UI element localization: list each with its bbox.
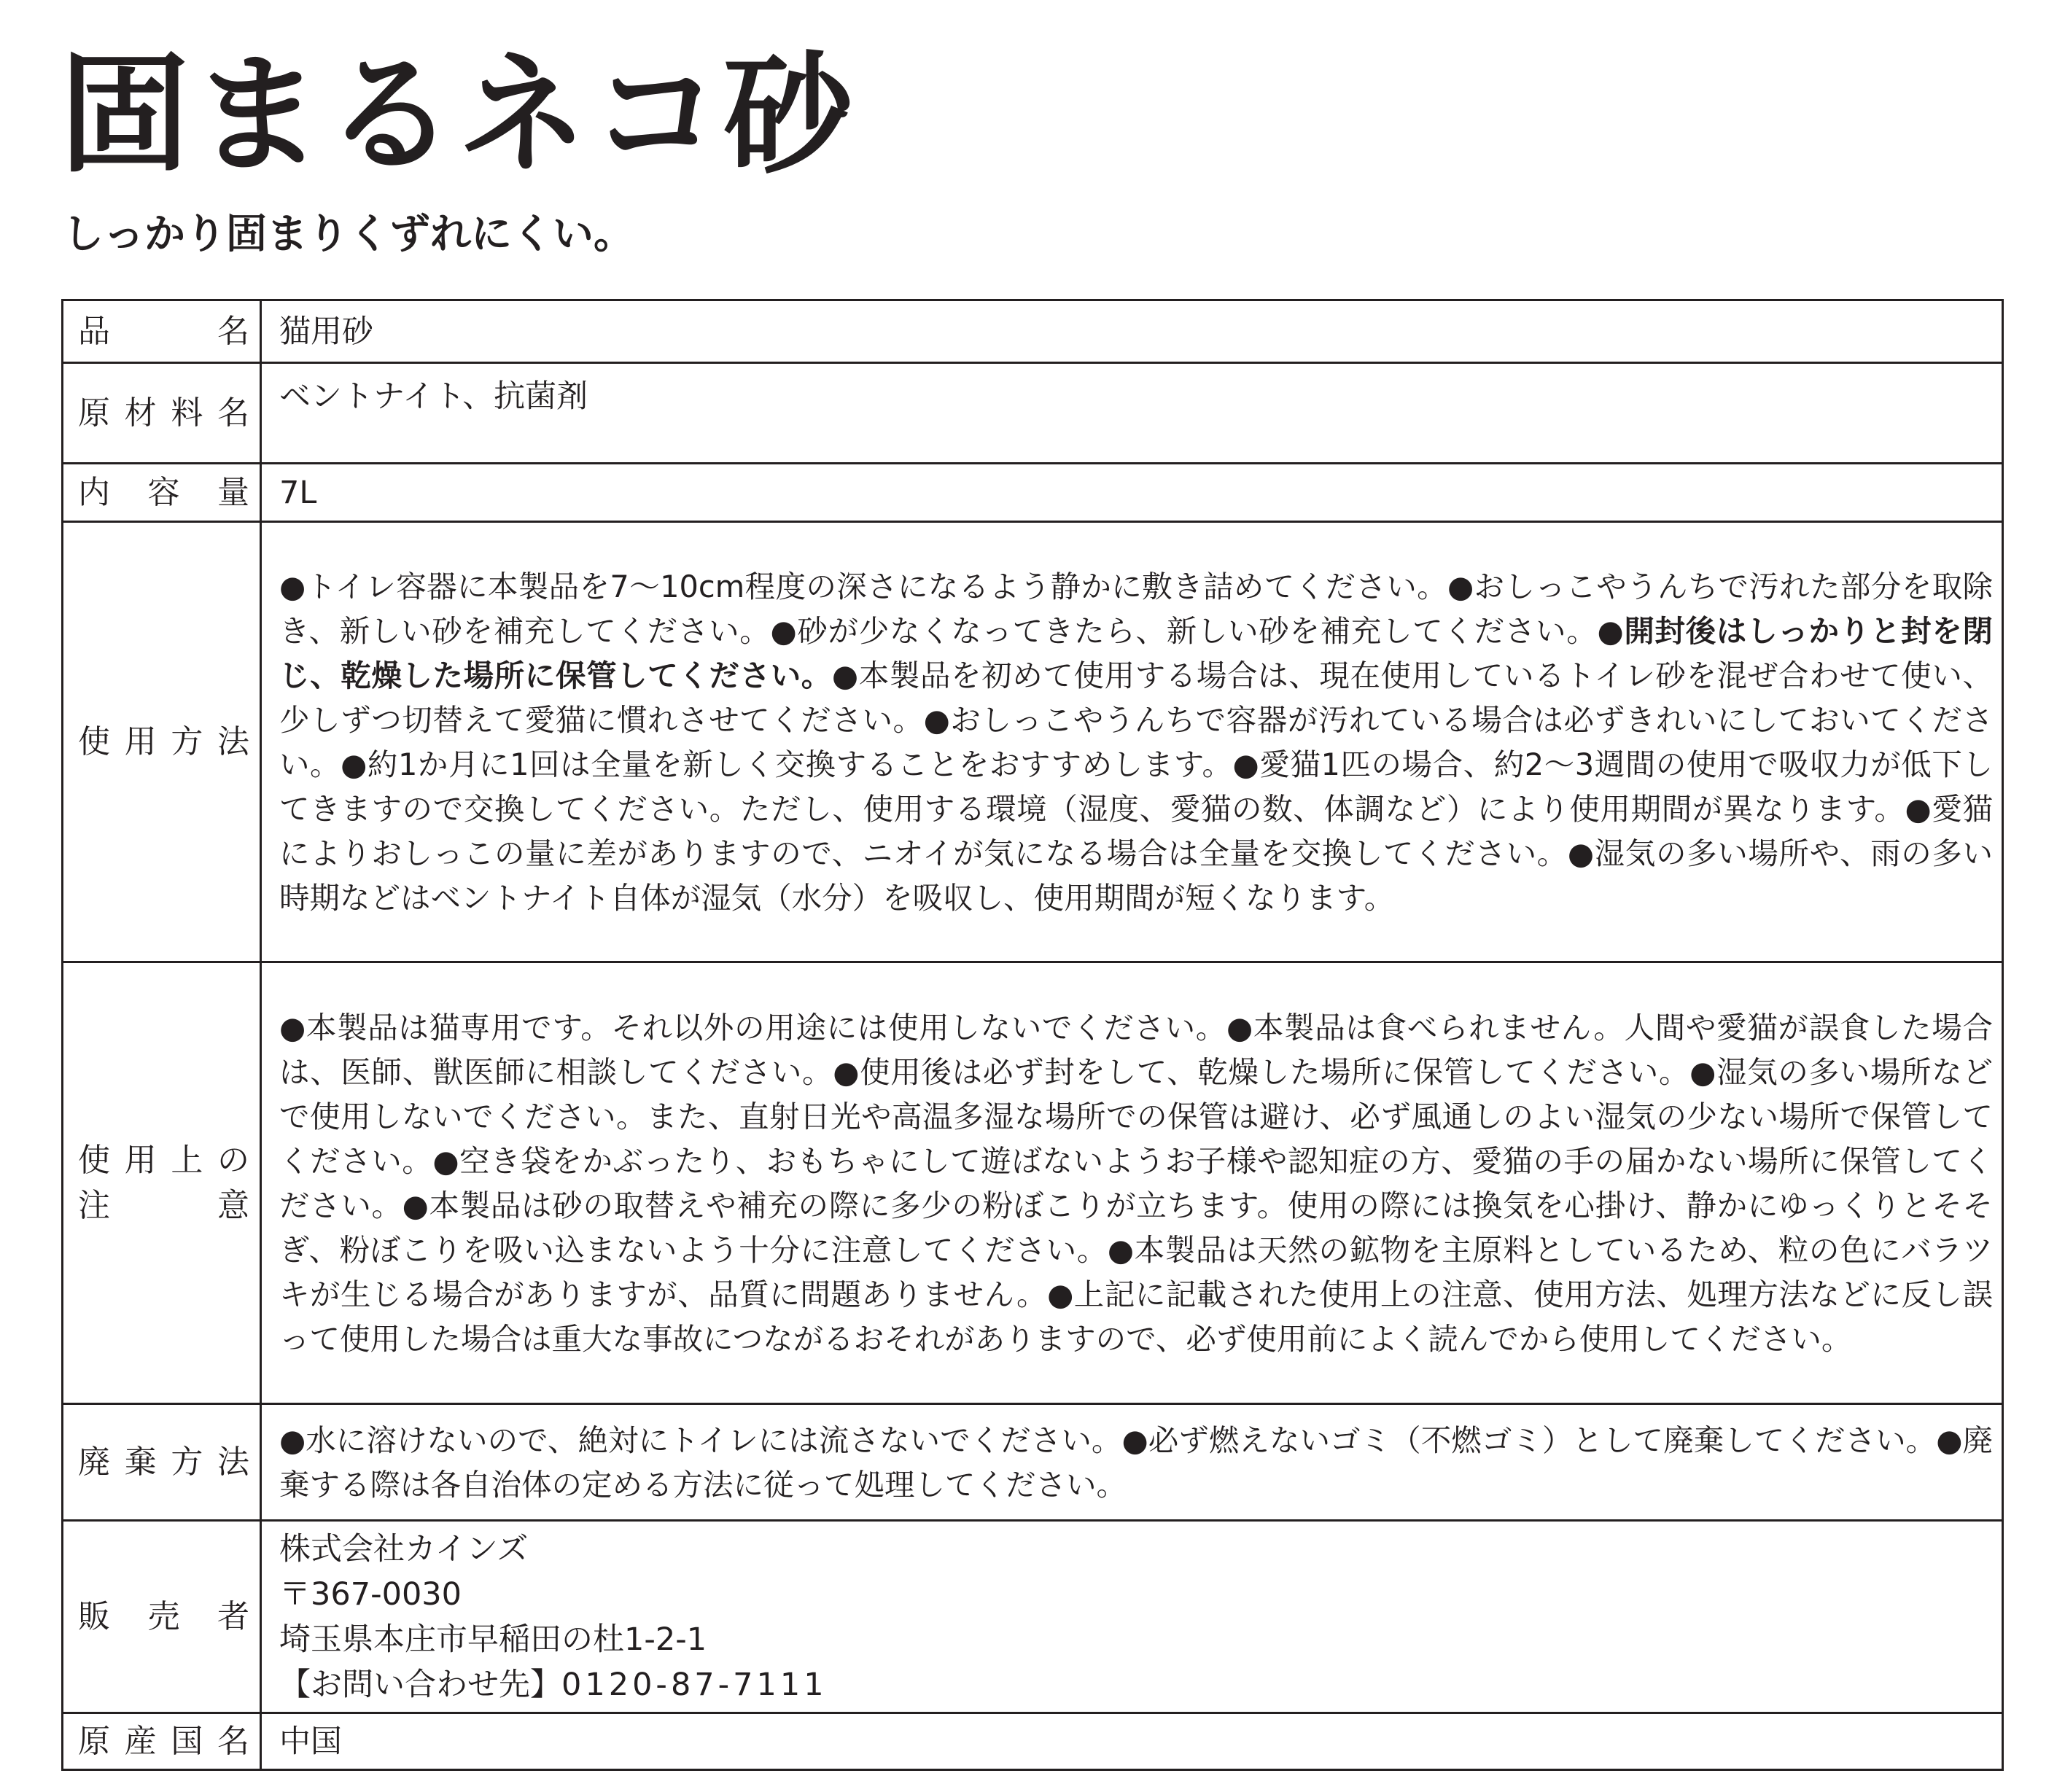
seller-phone: 0120-87-7111 — [561, 1666, 828, 1703]
product-title: 固まるネコ砂 — [60, 39, 856, 190]
product-spec-table — [61, 299, 2004, 1771]
row-volume — [63, 464, 2003, 522]
cautions-text: ●本製品は猫専用です。それ以外の用途には使用しないでください。●本製品は食べられません。人間や愛猫が誤食した場合は、医師、獣医師に相談してください。●使用後は必ず封をして、乾燥した場所に保管してください。●湿気の多い場所などで使用しないでください。また、直射日光や高温多湿な場所での保管は避け、必ず風通しのよい湿気の少ない場所で保管してください。●空き袋をかぶったり、おもちゃにして遊ばないようお子様や認知症の方、愛猫の手の届かない場所に保管してください。●本製品は砂の取替えや補充の際に多少の粉ぼこりが立ちます。使用の際には換気を心掛け、静かにゆっくりとそそぎ、粉ぼこりを吸い込まないよう十分に注意してください。●本製品は天然の鉱物を主原料としているため、粒の色にバラツキが生じる場合がありますが、品質に問題ありません。●上記に記載された使用上の注意、使用方法、処理方法などに反し誤って使用した場合は重大な事故につながるおそれがありますので、必ず使用前によく読んでから使用してください。 — [261, 962, 2003, 1404]
row-cautions — [63, 962, 2003, 1404]
seller-address: 埼玉県本庄市早稲田の杜1-2-1 — [279, 1621, 707, 1658]
row-origin — [63, 1713, 2003, 1770]
label-seller: 販 売 者 — [63, 1521, 261, 1713]
row-usage — [63, 522, 2003, 962]
disposal-text: ●水に溶けないので、絶対にトイレには流さないでください。●必ず燃えないゴミ（不燃ゴミ）として廃棄してください。●廃棄する際は各自治体の定める方法に従って処理してください。 — [261, 1404, 2003, 1521]
usage-text: ●トイレ容器に本製品を7〜10cm程度の深さになるよう静かに敷き詰めてください。●おしっこやうんちで汚れた部分を取除き、新しい砂を補充してください。●砂が少なくなってきたら、新しい砂を補充してください。●開封後はしっかりと封を閉じ、乾燥した場所に保管してください。●本製品を初めて使用する場合は、現在使用しているトイレ砂を混ぜ合わせて使い、少しずつ切替えて愛猫に慣れさせてください。●おしっこやうんちで容器が汚れている場合は必ずきれいにしておいてください。●約1か月に1回は全量を新しく交換することをおすすめします。●愛猫1匹の場合、約2〜3週間の使用で吸収力が低下してきますので交換してください。ただし、使用する環境（湿度、愛猫の数、体調など）により使用期間が異なります。●愛猫によりおしっこの量に差がありますので、ニオイが気になる場合は全量を交換してください。●湿気の多い場所や、雨の多い時期などはベントナイト自体が湿気（水分）を吸収し、使用期間が短くなります。 — [261, 522, 2003, 962]
label-cautions: 使 用 上 の 注 意 — [63, 962, 261, 1404]
label-volume: 内 容 量 — [63, 464, 261, 522]
seller-company: 株式会社カインズ — [279, 1530, 529, 1567]
label-materials: 原 材 料 名 — [63, 363, 261, 464]
label-product-name: 品 名 — [63, 300, 261, 363]
seller-info — [261, 1521, 2003, 1713]
row-seller — [63, 1521, 2003, 1713]
row-product-name — [63, 300, 2003, 363]
value-materials: ベントナイト、抗菌剤 — [261, 363, 2003, 464]
value-origin: 中国 — [261, 1713, 2003, 1770]
value-product-name: 猫用砂 — [261, 300, 2003, 363]
value-volume: 7L — [261, 464, 2003, 522]
usage-bold-note: ●開封後はしっかりと封を閉じ、乾燥した場所に保管してください。 — [279, 612, 1993, 693]
row-disposal — [63, 1404, 2003, 1521]
row-materials — [63, 363, 2003, 464]
label-disposal: 廃 棄 方 法 — [63, 1404, 261, 1521]
product-subtitle: しっかり固まりくずれにくい。 — [63, 211, 634, 258]
label-usage: 使 用 方 法 — [63, 522, 261, 962]
label-origin: 原 産 国 名 — [63, 1713, 261, 1770]
seller-contact: 【お問い合わせ先】0120-87-7111 — [279, 1666, 828, 1703]
seller-postal: 〒367-0030 — [279, 1575, 462, 1613]
